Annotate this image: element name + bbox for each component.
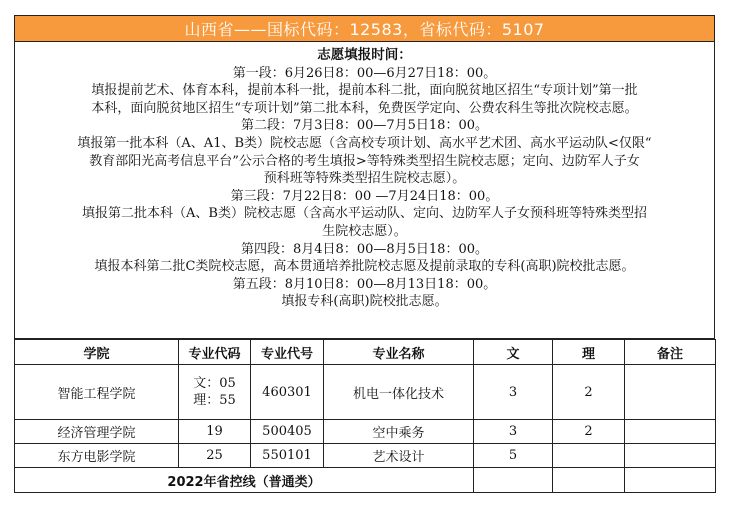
liberal-arts-count-cell: 5 [474,444,553,468]
schedule-line: 本科，面向脱贫地区招生“专项计划”第二批本科，免费医学定向、公费农科生等批次院校志愿。 [91,100,638,116]
major-number-cell: 550101 [251,444,324,468]
schedule-line: 填报第二批本科（A、B类）院校志愿（含高水平运动队、定向、边防军人子女预科班等特殊类型招 [82,206,647,222]
science-count-cell: 2 [553,365,625,420]
schedule-line: 第五段：8月10日8：00—8月13日18：00。 [232,276,497,292]
table-row [15,420,716,444]
schedule-line: 第四段：8月4日8：00—8月5日18：00。 [241,241,488,257]
provincial-control-line-label: 2022年省控线（普通类） [15,468,474,493]
major-name-cell: 机电一体化技术 [324,365,474,420]
col-header-science: 理 [553,340,625,365]
remarks-cell [625,444,716,468]
major-code-cell: 25 [179,444,251,468]
schedule-line: 第三段：7月22日8：00 —7月24日18：00。 [230,188,499,204]
enrollment-plan-table [14,339,716,493]
major-name-cell: 空中乘务 [324,420,474,444]
schedule-line: 生院校志愿）。 [322,223,407,239]
schedule-line: 第二段：7月3日8：00—7月5日18：00。 [241,118,488,134]
major-number-cell: 460301 [251,365,324,420]
liberal-arts-count-cell: 3 [474,420,553,444]
province-title-bar [14,15,715,42]
schedule-line: 第一段：6月26日8：00—6月27日18：00。 [232,65,497,81]
table-row [15,444,716,468]
school-cell: 东方电影学院 [15,444,179,468]
major-code-cell: 19 [179,420,251,444]
schedule-line: 填报专科(高职)院校批志愿。 [281,294,448,310]
province-title: 山西省——国标代码：12583，省标代码：5107 [184,20,545,39]
col-header-major-number: 专业代号 [251,340,324,365]
school-cell: 经济管理学院 [15,420,179,444]
col-header-school: 学院 [15,340,179,365]
table-row [15,365,716,420]
major-name-cell: 艺术设计 [324,444,474,468]
liberal-arts-count-cell: 3 [474,365,553,420]
science-count-cell: 2 [553,420,625,444]
col-header-major-name: 专业名称 [324,340,474,365]
schedule-heading: 志愿填报时间： [317,47,412,63]
col-header-liberal-arts: 文 [474,340,553,365]
schedule-line: 填报提前艺术、体育本科，提前本科一批，提前本科二批，面向脱贫地区招生“专项计划”第一批 [91,83,638,99]
application-schedule-notice [14,42,715,339]
table-header-row [15,340,716,365]
schedule-line: 填报本科第二批C类院校志愿，高本贯通培养批院校志愿及提前录取的专科(高职)院校批志愿。 [94,259,635,275]
major-code-cell [179,365,251,420]
code-line: 理：55 [193,393,236,408]
liberal-arts-control-line-cell [474,468,553,493]
col-header-major-code: 专业代码 [179,340,251,365]
schedule-line: 填报第一批本科（A、A1、B类）院校志愿（含高校专项计划、高水平艺术团、高水平运动队<仅限“ [77,135,652,151]
remarks-cell [625,420,716,444]
science-count-cell [553,444,625,468]
remarks-cell [625,468,716,493]
schedule-line: 教育部阳光高考信息平台”公示合格的考生填报>等特殊类型招生院校志愿；定向、边防军人子女 [89,153,640,169]
remarks-cell [625,365,716,420]
school-cell: 智能工程学院 [15,365,179,420]
code-line: 文：05 [193,376,236,391]
major-number-cell: 500405 [251,420,324,444]
schedule-line: 预科班等特殊类型招生院校志愿）。 [263,171,466,187]
col-header-remarks: 备注 [625,340,716,365]
table-row [15,468,716,493]
spreadsheet [14,15,715,493]
science-control-line-cell [553,468,625,493]
